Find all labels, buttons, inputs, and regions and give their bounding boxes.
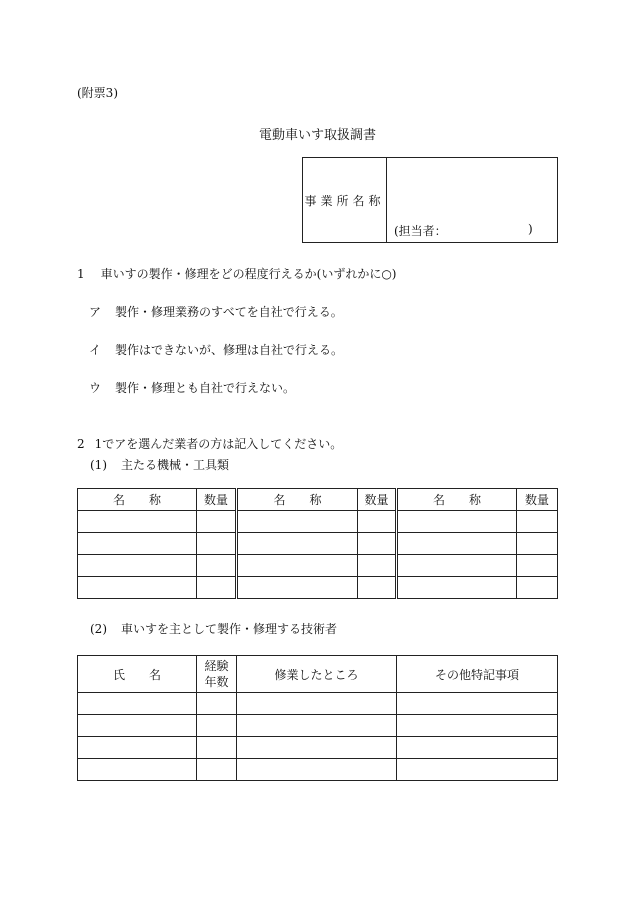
q1-option-a: ア 製作・修理業務のすべてを自社で行える。 [89,305,343,319]
tools-table [77,488,558,599]
page-title: 電動車いす取扱調書 [259,128,377,143]
tools-header-qty-2: 数量 [358,489,397,511]
attachment-label: (附票3) [77,86,118,100]
office-name-label: 事業所名称 [303,158,387,243]
tools-header-name-1: 名 称 [78,489,197,511]
q1-number: 1 [77,267,85,281]
q2-heading [77,435,342,452]
table-cell[interactable] [237,533,358,555]
table-cell[interactable] [358,577,397,599]
table-cell[interactable] [397,577,517,599]
table-cell[interactable] [517,555,558,577]
table-cell[interactable] [197,693,237,715]
table-cell[interactable] [397,715,558,737]
table-row [78,577,558,599]
table-cell[interactable] [78,759,197,781]
tech-header-experience: 経験 年数 [197,656,237,693]
table-cell[interactable] [237,511,358,533]
table-cell[interactable] [197,533,237,555]
table-cell[interactable] [358,511,397,533]
table-cell[interactable] [358,533,397,555]
tools-header-qty-1: 数量 [197,489,237,511]
tech-header-training: 修業したところ [237,656,397,693]
table-cell[interactable] [237,555,358,577]
table-cell[interactable] [397,511,517,533]
table-cell[interactable] [397,555,517,577]
table-cell[interactable] [78,511,197,533]
q2-number: 2 [77,437,85,451]
table-cell[interactable] [78,737,197,759]
table-cell[interactable] [237,715,397,737]
table-row [78,555,558,577]
table-cell[interactable] [78,533,197,555]
technicians-table [77,655,558,781]
table-cell[interactable] [517,511,558,533]
table-cell[interactable] [197,555,237,577]
tools-header-name-3: 名 称 [397,489,517,511]
q2-sub2-heading: (2) 車いすを主として製作・修理する技術者 [90,622,338,636]
office-name-field[interactable] [387,158,558,243]
table-cell[interactable] [197,715,237,737]
table-row [78,693,558,715]
q1-heading [77,265,396,282]
table-cell[interactable] [517,577,558,599]
q1-option-i: イ 製作はできないが、修理は自社で行える。 [89,343,344,357]
table-row [78,715,558,737]
table-cell[interactable] [78,715,197,737]
tools-header-qty-3: 数量 [517,489,558,511]
table-row [78,511,558,533]
q2-text: 1でアを選んだ業者の方は記入してください。 [94,437,343,451]
table-cell[interactable] [78,577,197,599]
table-cell[interactable] [237,759,397,781]
table-cell[interactable] [197,511,237,533]
table-cell[interactable] [197,737,237,759]
table-cell[interactable] [237,737,397,759]
table-cell[interactable] [358,555,397,577]
table-row [78,533,558,555]
table-row [78,759,558,781]
table-cell[interactable] [397,759,558,781]
table-cell[interactable] [197,577,237,599]
table-cell[interactable] [397,737,558,759]
contact-person-open: (担当者： [394,224,447,238]
tools-header-name-2: 名 称 [237,489,358,511]
tech-header-name: 氏 名 [78,656,197,693]
table-cell[interactable] [237,577,358,599]
table-cell[interactable] [78,555,197,577]
office-name-box [302,157,558,243]
table-cell[interactable] [397,693,558,715]
contact-person-close: ) [528,222,533,236]
table-row [78,737,558,759]
table-cell[interactable] [197,759,237,781]
table-cell[interactable] [397,533,517,555]
q1-text: 車いすの製作・修理をどの程度行えるか(いずれかに○) [100,267,397,281]
tech-header-notes: その他特記事項 [397,656,558,693]
table-cell[interactable] [517,533,558,555]
table-cell[interactable] [78,693,197,715]
q2-sub1-heading: (1) 主たる機械・工具類 [90,458,230,472]
q1-option-u: ウ 製作・修理とも自社で行えない。 [89,381,296,395]
table-cell[interactable] [237,693,397,715]
